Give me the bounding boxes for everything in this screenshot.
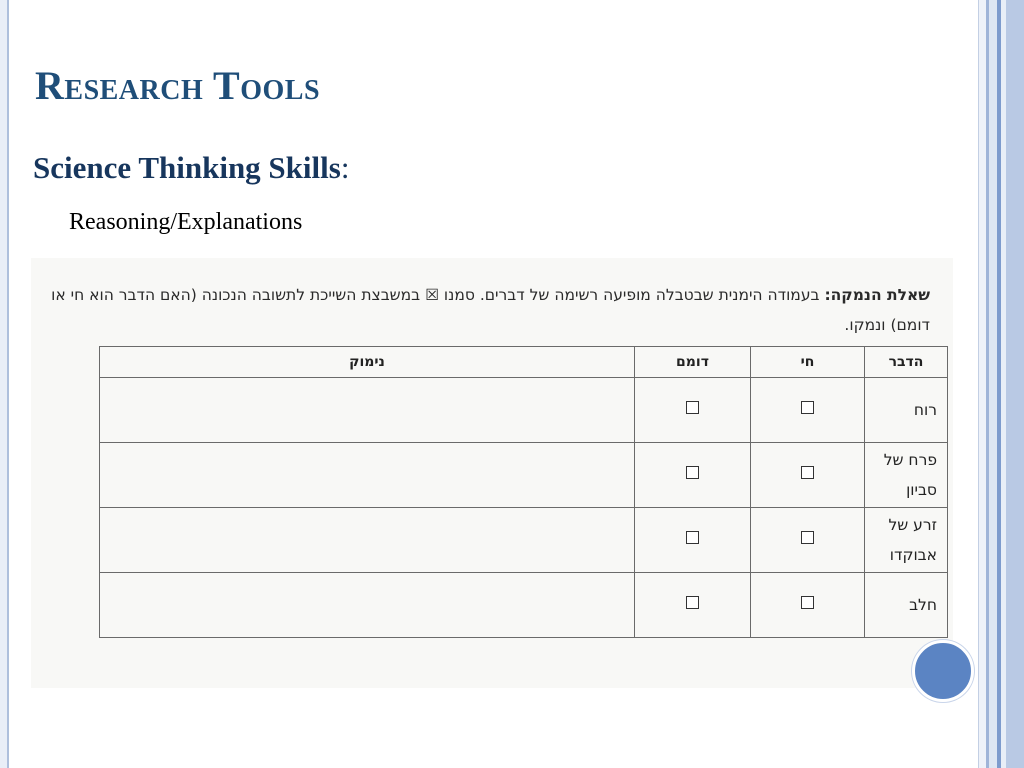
row-item: פרח של סביון	[865, 443, 948, 508]
right-decorative-bars	[978, 0, 1024, 768]
left-frame-border	[0, 0, 9, 768]
reason-cell[interactable]	[100, 508, 635, 573]
header-alive: חי	[751, 347, 865, 378]
decorative-circle	[912, 640, 974, 702]
inanimate-checkbox[interactable]	[686, 596, 699, 609]
inanimate-checkbox[interactable]	[686, 401, 699, 414]
inanimate-cell	[635, 573, 751, 638]
alive-checkbox[interactable]	[801, 401, 814, 414]
alive-cell	[751, 573, 865, 638]
reason-cell[interactable]	[100, 378, 635, 443]
alive-cell	[751, 443, 865, 508]
subtitle-colon: :	[340, 150, 350, 185]
worksheet-table	[99, 346, 948, 638]
table-row	[100, 443, 948, 508]
table-header-row	[100, 347, 948, 378]
header-inanimate: דומם	[635, 347, 751, 378]
alive-checkbox[interactable]	[801, 596, 814, 609]
subtitle-text: Science Thinking Skills	[33, 150, 341, 185]
table-row	[100, 573, 948, 638]
alive-cell	[751, 378, 865, 443]
reason-cell[interactable]	[100, 573, 635, 638]
row-item: חלב	[865, 573, 948, 638]
slide-subtitle	[33, 150, 349, 186]
inanimate-cell	[635, 508, 751, 573]
alive-cell	[751, 508, 865, 573]
worksheet-instruction	[30, 280, 930, 340]
inanimate-cell	[635, 443, 751, 508]
row-item: רוח	[865, 378, 948, 443]
table-row	[100, 378, 948, 443]
alive-checkbox[interactable]	[801, 466, 814, 479]
sub-bullet: Reasoning/Explanations	[69, 209, 303, 235]
instruction-label: שאלת הנמקה:	[824, 286, 930, 304]
table-row	[100, 508, 948, 573]
inanimate-checkbox[interactable]	[686, 531, 699, 544]
inanimate-cell	[635, 378, 751, 443]
reason-cell[interactable]	[100, 443, 635, 508]
header-reason: נימוק	[100, 347, 635, 378]
header-thing: הדבר	[865, 347, 948, 378]
slide-title: Research Tools	[35, 63, 321, 108]
inanimate-checkbox[interactable]	[686, 466, 699, 479]
worksheet-scan	[31, 258, 953, 688]
row-item: זרע של אבוקדו	[865, 508, 948, 573]
alive-checkbox[interactable]	[801, 531, 814, 544]
instruction-text: בעמודה הימנית שבטבלה מופיעה רשימה של דברים. סמנו ☒ במשבצת השייכת לתשובה הנכונה (האם הדבר הוא חי או דומם) ונמקו.	[51, 286, 930, 334]
